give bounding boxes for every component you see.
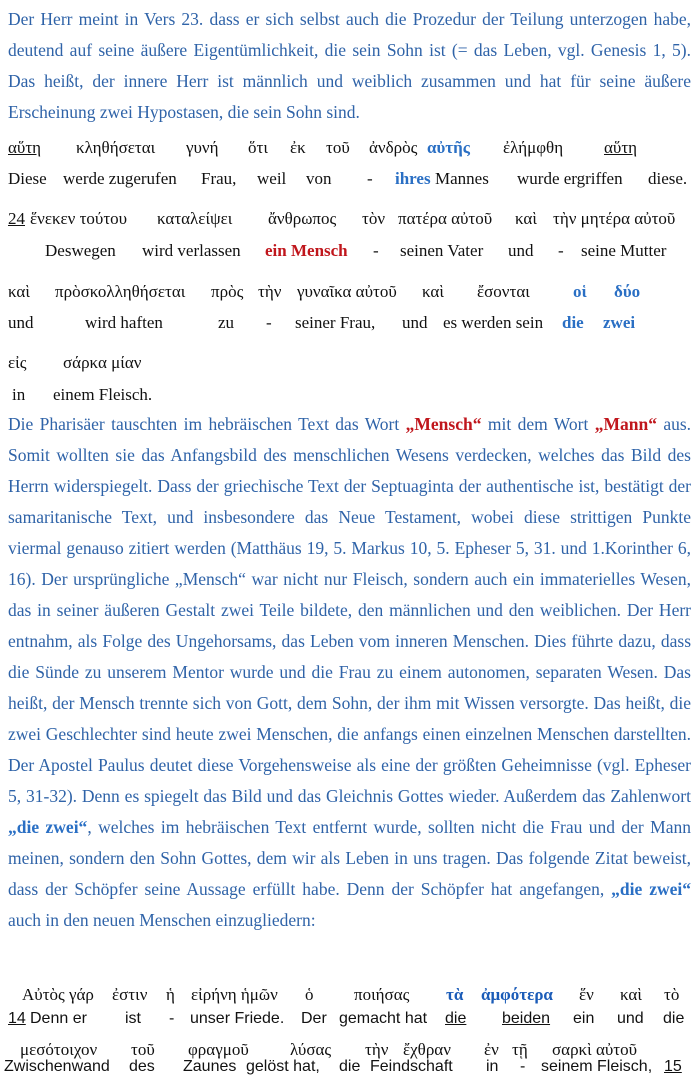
- german-word: wurde ergriffen: [517, 169, 623, 188]
- german-word-highlight: zwei: [603, 313, 636, 332]
- german-word: Deswegen: [45, 241, 116, 260]
- german-word: in: [12, 385, 26, 404]
- german-line-5: [0, 1010, 699, 1036]
- german-word: die: [445, 1010, 467, 1027]
- german-word: des: [129, 1058, 155, 1075]
- german-word: seine Mutter: [581, 241, 667, 260]
- german-word: Zaunes: [183, 1058, 237, 1075]
- main-paragraph: [8, 409, 691, 936]
- main-text: mit dem Wort: [487, 414, 589, 434]
- greek-word: σαρκὶ αὐτοῦ: [552, 1040, 638, 1059]
- german-word: wird haften: [85, 313, 163, 332]
- greek-word: αὕτη: [604, 138, 638, 157]
- german-word: beiden: [502, 1010, 551, 1027]
- german-word: in: [486, 1058, 499, 1075]
- german-word: gemacht hat: [339, 1010, 428, 1027]
- greek-word: ἕνεκεν τούτου: [30, 209, 128, 228]
- greek-word: καὶ: [8, 282, 30, 301]
- german-word: die: [663, 1010, 685, 1027]
- german-word: seinen Vater: [400, 241, 484, 260]
- greek-word: τοῦ: [131, 1040, 155, 1059]
- greek-word: Αὐτὸς γάρ: [22, 985, 94, 1004]
- german-word: -: [558, 241, 564, 260]
- german-word-highlight: ein Mensch: [265, 241, 348, 260]
- greek-word-highlight: δύο: [614, 282, 641, 301]
- greek-line-2: [0, 209, 699, 235]
- greek-word-highlight: τὰ: [446, 985, 464, 1004]
- german-word: es werden sein: [443, 313, 544, 332]
- german-word: und: [508, 241, 534, 260]
- german-word: wird verlassen: [142, 241, 241, 260]
- word-mann: „Mann“: [594, 414, 657, 434]
- greek-line-1: [0, 138, 699, 164]
- german-word: unser Friede.: [190, 1010, 285, 1027]
- german-line-6: [0, 1058, 699, 1084]
- greek-word: σάρκα μίαν: [63, 353, 142, 372]
- german-word: Zwischenwand: [4, 1058, 110, 1075]
- greek-word-highlight: ἀμφότερα: [481, 985, 553, 1004]
- greek-word: ἀνδρὸς: [369, 138, 418, 157]
- german-word: gelöst hat,: [246, 1058, 320, 1075]
- greek-word: αὕτη: [8, 138, 42, 157]
- main-text: aus. Somit wollten sie das Anfangsbild des menschlichen Wesens verdecken, welches das Bild des Herrn widerspiegelt. Dass der griechische Text der Septuaginta der authentische ist, bestätigt der samaritanische Text, und insbesondere das Neue Testament, wobei diese strittigen Punkte viermal genauso zitiert werden (Matthäus 19, 5. Markus 10, 5. Epheser 5, 31. und 1.Korinther 6, 16). Der ursprüngliche „Mensch“ war nicht nur Fleisch, sondern auch ein immaterielles Wesen, das in seiner äußeren Gestalt zwei Teile bildete, den männlichen und den weiblichen. Der Herr entnahm, als Folge des Ungehorsams, das Leben vom inneren Menschen. Dies führte dazu, dass die Sünde zu unserem Mentor wurde und die Frau zu einem autonomen, separaten Wesen. Das heißt, der Mensch trennte sich von Gott, dem Sohn, der ihm mit Wissen versorgte. Das heißt, die zwei Geschlechter sind heute zwei Menschen, die anfangs einen einzelnen Menschen darstellten. Der Apostel Paulus deutet diese Vorgehensweise als eine der größten Geheimnisse (vgl. Epheser 5, 31-32). Denn es spiegelt das Bild und das Gleichnis Gottes wieder. Außerdem das Zahlenwort: [8, 414, 692, 806]
- greek-word: πατέρα αὐτοῦ: [398, 209, 493, 228]
- german-word: einem Fleisch.: [53, 385, 153, 404]
- german-word: Mannes: [435, 169, 489, 188]
- german-word: und: [617, 1010, 644, 1027]
- german-word-highlight: ihres: [395, 169, 431, 188]
- german-word: Der: [301, 1010, 327, 1027]
- greek-word: καταλείψει: [157, 209, 233, 228]
- greek-word: ἐστιν: [112, 985, 148, 1004]
- german-word: seiner Frau,: [295, 313, 376, 332]
- greek-word: μεσότοιχον: [20, 1040, 98, 1059]
- german-word: Frau,: [201, 169, 237, 188]
- greek-word: ἡ: [166, 985, 175, 1004]
- greek-word: ἔσονται: [477, 282, 530, 301]
- greek-word: φραγμοῦ: [188, 1040, 249, 1059]
- german-word: ist: [125, 1010, 141, 1027]
- intro-paragraph: Der Herr meint in Vers 23. dass er sich selbst auch die Prozedur der Teilung unterzogen habe, deutend auf seine äußere Eigentümlichkeit, die sein Sohn ist (= das Leben, vgl. Genesis 1, 5). Das heißt, der innere Herr ist männlich und weiblich zusammen und hat für seine äußere Erscheinung zwei Hypostasen, die sein Sohn sind.: [8, 9, 691, 122]
- german-word: und: [8, 313, 34, 332]
- german-line-2: [0, 241, 699, 267]
- greek-line-3: [0, 282, 699, 308]
- greek-word: ἐν: [484, 1040, 499, 1059]
- german-word: diese.: [648, 169, 688, 188]
- greek-word: πρὸς: [211, 282, 244, 301]
- word-die-zwei: „die zwei“: [611, 879, 692, 899]
- german-word: und: [402, 313, 428, 332]
- german-word: zu: [218, 313, 235, 332]
- greek-word-highlight: οἱ: [573, 282, 587, 301]
- german-word: weil: [257, 169, 287, 188]
- german-word: Diese: [8, 169, 47, 188]
- german-word: -: [266, 313, 272, 332]
- greek-word: εἰρήνη ἡμῶν: [191, 985, 278, 1004]
- german-word: Feindschaft: [370, 1058, 453, 1075]
- greek-word-highlight: αὐτῆς: [427, 138, 470, 157]
- german-word: -: [520, 1058, 526, 1075]
- greek-word: ποιήσας: [354, 985, 410, 1004]
- greek-word: ὁ: [305, 985, 314, 1004]
- german-word: -: [367, 169, 373, 188]
- word-mensch: „Mensch“: [405, 414, 482, 434]
- german-word: werde zugerufen: [63, 169, 177, 188]
- greek-word: πρὸσκολληθήσεται: [55, 282, 186, 301]
- greek-word: εἰς: [8, 353, 27, 372]
- greek-word: γυναῖκα αὐτοῦ: [297, 282, 397, 301]
- word-die-zwei: „die zwei“: [8, 817, 88, 837]
- verse-number: 14: [8, 1010, 26, 1027]
- german-line-3: [0, 313, 699, 339]
- greek-word: λύσας: [290, 1040, 332, 1059]
- german-line-1: [0, 169, 699, 195]
- german-word: ein: [573, 1010, 595, 1027]
- main-text: , welches im hebräischen Text entfernt wurde, sollten nicht die Frau und der Mann meinen, sondern den Sohn Gottes, dem wir als Leben in uns tragen. Das folgende Zitat beweist, dass der Schöpfer seine Aussage erfüllt habe. Denn der Schöpfer hat angefangen,: [8, 817, 691, 899]
- verse-number: 15: [664, 1058, 682, 1075]
- main-text: Die Pharisäer tauschten im hebräischen Text das Wort: [8, 414, 400, 434]
- greek-word: τῇ: [512, 1040, 528, 1059]
- greek-word: ἐλήμφθη: [503, 138, 564, 157]
- verse-number: 24: [8, 209, 25, 228]
- greek-word: ἐκ: [290, 138, 306, 157]
- greek-word: τὸ: [664, 985, 680, 1004]
- greek-word: ὅτι: [248, 138, 268, 157]
- greek-word: ἕν: [579, 985, 594, 1004]
- german-line-4: [0, 385, 699, 411]
- german-word: seinem Fleisch,: [541, 1058, 653, 1075]
- greek-word: ἄνθρωπος: [268, 209, 337, 228]
- greek-word: καὶ: [515, 209, 537, 228]
- greek-word: γυνή: [186, 138, 219, 157]
- german-word-highlight: die: [562, 313, 584, 332]
- greek-word: ἔχθραν: [403, 1040, 451, 1059]
- greek-word: τοῦ: [326, 138, 350, 157]
- greek-line-4: [0, 353, 699, 379]
- german-word: -: [169, 1010, 175, 1027]
- main-text: auch in den neuen Menschen einzugliedern:: [8, 910, 316, 930]
- greek-line-5: [0, 985, 699, 1011]
- german-word: Denn er: [30, 1010, 87, 1027]
- greek-word: κληθήσεται: [76, 138, 156, 157]
- german-word: die: [339, 1058, 361, 1075]
- german-word: -: [373, 241, 379, 260]
- greek-word: καὶ: [620, 985, 642, 1004]
- german-word: von: [306, 169, 332, 188]
- greek-word: τὴν: [365, 1040, 389, 1059]
- greek-word: καὶ: [422, 282, 444, 301]
- greek-word: τὴν: [258, 282, 282, 301]
- greek-word: τὴν μητέρα αὐτοῦ: [553, 209, 676, 228]
- greek-word: τὸν: [362, 209, 386, 228]
